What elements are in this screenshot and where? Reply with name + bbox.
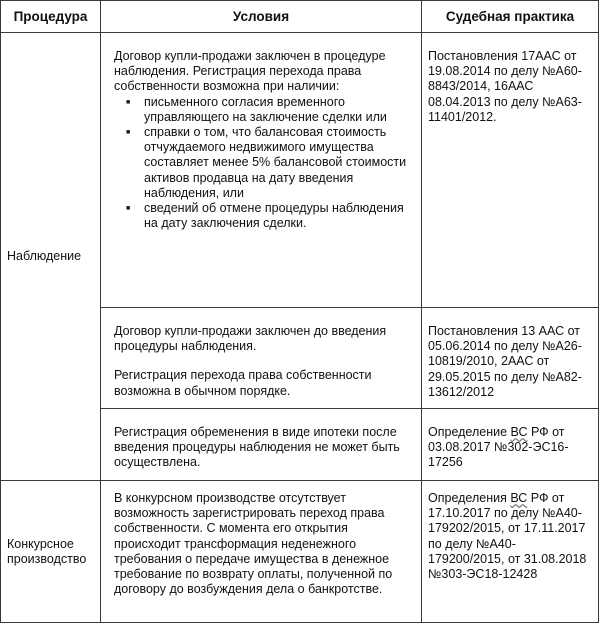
practice-court-abbr: ВС bbox=[510, 425, 528, 440]
header-procedure: Процедура bbox=[1, 1, 101, 33]
practice-text: Определения bbox=[428, 491, 511, 506]
practice-cell: Постановления 13 ААС от 05.06.2014 по делу №А26-10819/2010, 2ААС от 29.05.2015 по делу №А82-13612/2012 bbox=[422, 308, 599, 409]
conditions-text: Регистрация перехода права собственности возможна в обычном порядке. bbox=[114, 368, 372, 398]
practice-cell bbox=[422, 481, 599, 623]
practice-cell bbox=[422, 409, 599, 481]
header-conditions: Условия bbox=[101, 1, 422, 33]
conditions-cell bbox=[101, 308, 422, 409]
table-row bbox=[1, 33, 599, 308]
conditions-cell bbox=[101, 33, 422, 308]
practice-text: РФ от 03.08.2017 №302-ЭС16-17256 bbox=[428, 425, 569, 470]
table-row bbox=[1, 481, 599, 623]
conditions-text: Договор купли-продажи заключен до введения процедуры наблюдения. bbox=[114, 324, 387, 354]
conditions-intro: Договор купли-продажи заключен в процедуре наблюдения. Регистрация перехода права собственности возможна при наличии: bbox=[114, 49, 386, 94]
header-practice: Судебная практика bbox=[422, 1, 599, 33]
conditions-list bbox=[114, 95, 413, 232]
list-item: ■ сведений об отмене процедуры наблюдения на дату заключения сделки. bbox=[144, 201, 413, 231]
list-item: ■ письменного согласия временного управляющего на заключение сделки или bbox=[144, 95, 413, 125]
practice-court-abbr: ВС bbox=[510, 491, 528, 506]
practice-cell: Постановления 17ААС от 19.08.2014 по делу №А60-8843/2014, 16ААС 08.04.2013 по делу №А63-11401/2012. bbox=[422, 33, 599, 308]
header-row bbox=[1, 1, 599, 33]
procedure-nablyudenie: Наблюдение bbox=[1, 33, 101, 481]
conditions-cell: В конкурсном производстве отсутствует возможность зарегистрировать переход права собственности. С момента его открытия происходит трансформация неденежного требования о передаче имущества в денежное требование по возврату оплаты, полученной по договору до возбуждения дела о банкротстве. bbox=[101, 481, 422, 623]
practice-text: Определение bbox=[428, 425, 511, 440]
conditions-cell: Регистрация обременения в виде ипотеки после введения процедуры наблюдения не может быть осуществлена. bbox=[101, 409, 422, 481]
procedure-konkurs: Конкурсное производство bbox=[1, 481, 101, 623]
practice-text: РФ от 17.10.2017 по делу №А40-179202/2015, от 17.11.2017 по делу №А40-179200/2015, от 31.08.2018 №303-ЭС18-12428 bbox=[428, 491, 587, 582]
list-item: ■ справки о том, что балансовая стоимость отчуждаемого недвижимого имущества составляет менее 5% балансовой стоимости активов продавца на дату введения наблюдения, или bbox=[144, 125, 413, 201]
